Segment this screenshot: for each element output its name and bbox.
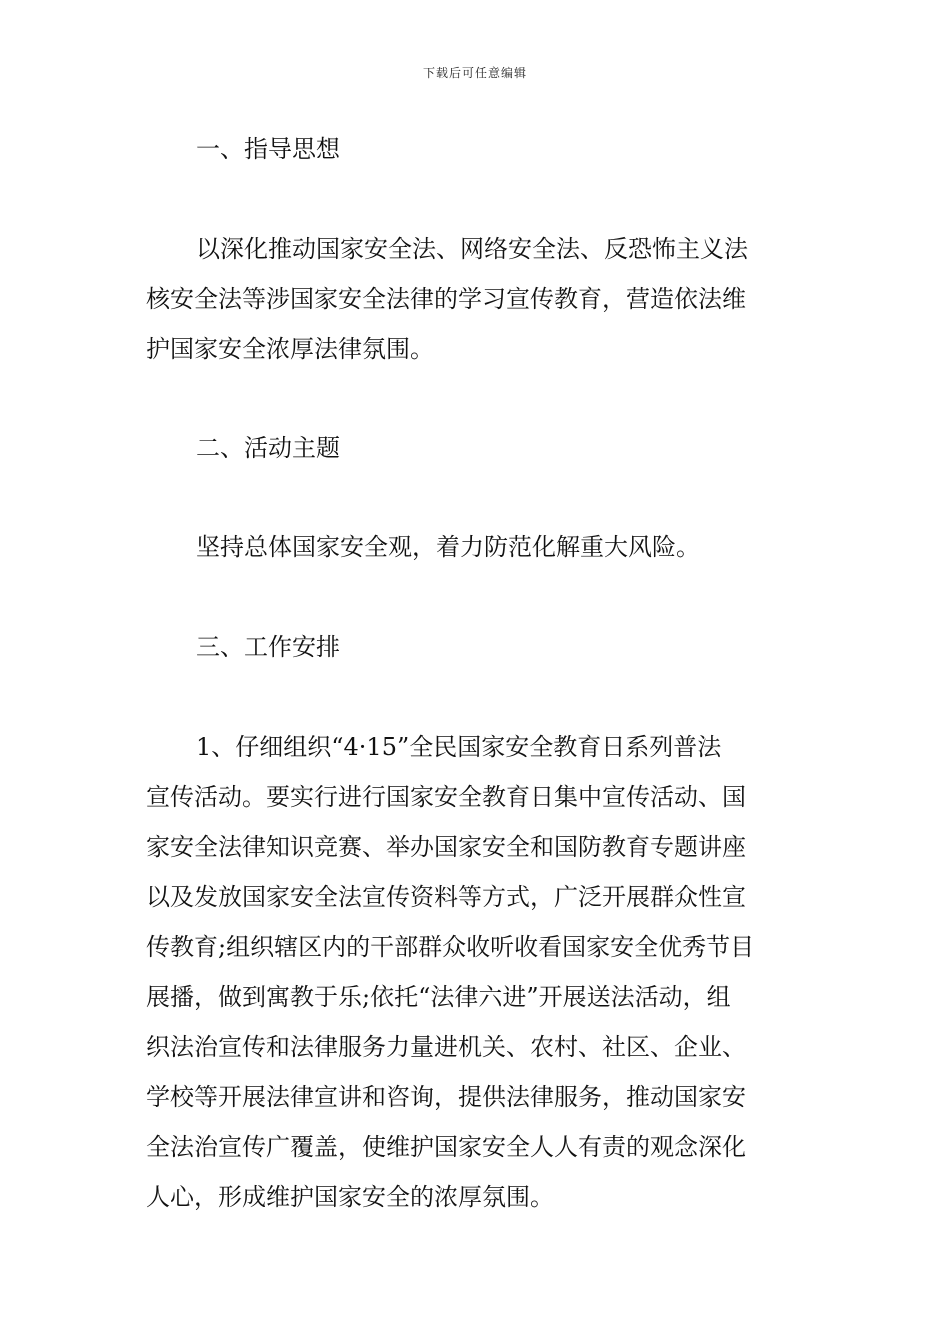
page-header-note: 下载后可任意编辑 xyxy=(422,66,527,80)
paragraph-line: 家安全法律知识竞赛、举办国家安全和国防教育专题讲座 xyxy=(146,833,746,861)
paragraph-line: 织法治宣传和法律服务力量进机关、农村、社区、企业、 xyxy=(146,1033,746,1061)
paragraph-line: 传教育;组织辖区内的干部群众收听收看国家安全优秀节目 xyxy=(146,933,755,961)
paragraph-line: 全法治宣传广覆盖，使维护国家安全人人有责的观念深化 xyxy=(146,1133,746,1161)
paragraph-line: 宣传活动。要实行进行国家安全教育日集中宣传活动、国 xyxy=(146,783,746,811)
paragraph-line: 以深化推动国家安全法、网络安全法、反恐怖主义法 xyxy=(196,235,748,263)
section-paragraph-activity-theme xyxy=(146,522,806,572)
paragraph-line: 展播，做到寓教于乐;依托“法律六进”开展送法活动，组 xyxy=(146,983,731,1011)
paragraph-line: 1、仔细组织“4·15”全民国家安全教育日系列普法 xyxy=(196,733,722,761)
paragraph-line: 人心，形成维护国家安全的浓厚氛围。 xyxy=(146,1183,554,1211)
paragraph-line: 坚持总体国家安全观，着力防范化解重大风险。 xyxy=(196,533,700,561)
section-heading-work-arrangement: 三、工作安排 xyxy=(196,633,340,661)
paragraph-line: 护国家安全浓厚法律氛围。 xyxy=(146,335,434,363)
paragraph-line: 以及发放国家安全法宣传资料等方式，广泛开展群众性宣 xyxy=(146,883,746,911)
section-paragraph-work-arrangement xyxy=(146,722,806,1222)
section-heading-activity-theme: 二、活动主题 xyxy=(196,434,340,462)
section-paragraph-guiding-ideology xyxy=(146,224,806,374)
paragraph-line: 学校等开展法律宣讲和咨询，提供法律服务，推动国家安 xyxy=(146,1083,746,1111)
section-heading-guiding-ideology: 一、指导思想 xyxy=(196,135,340,163)
paragraph-line: 核安全法等涉国家安全法律的学习宣传教育，营造依法维 xyxy=(146,285,746,313)
